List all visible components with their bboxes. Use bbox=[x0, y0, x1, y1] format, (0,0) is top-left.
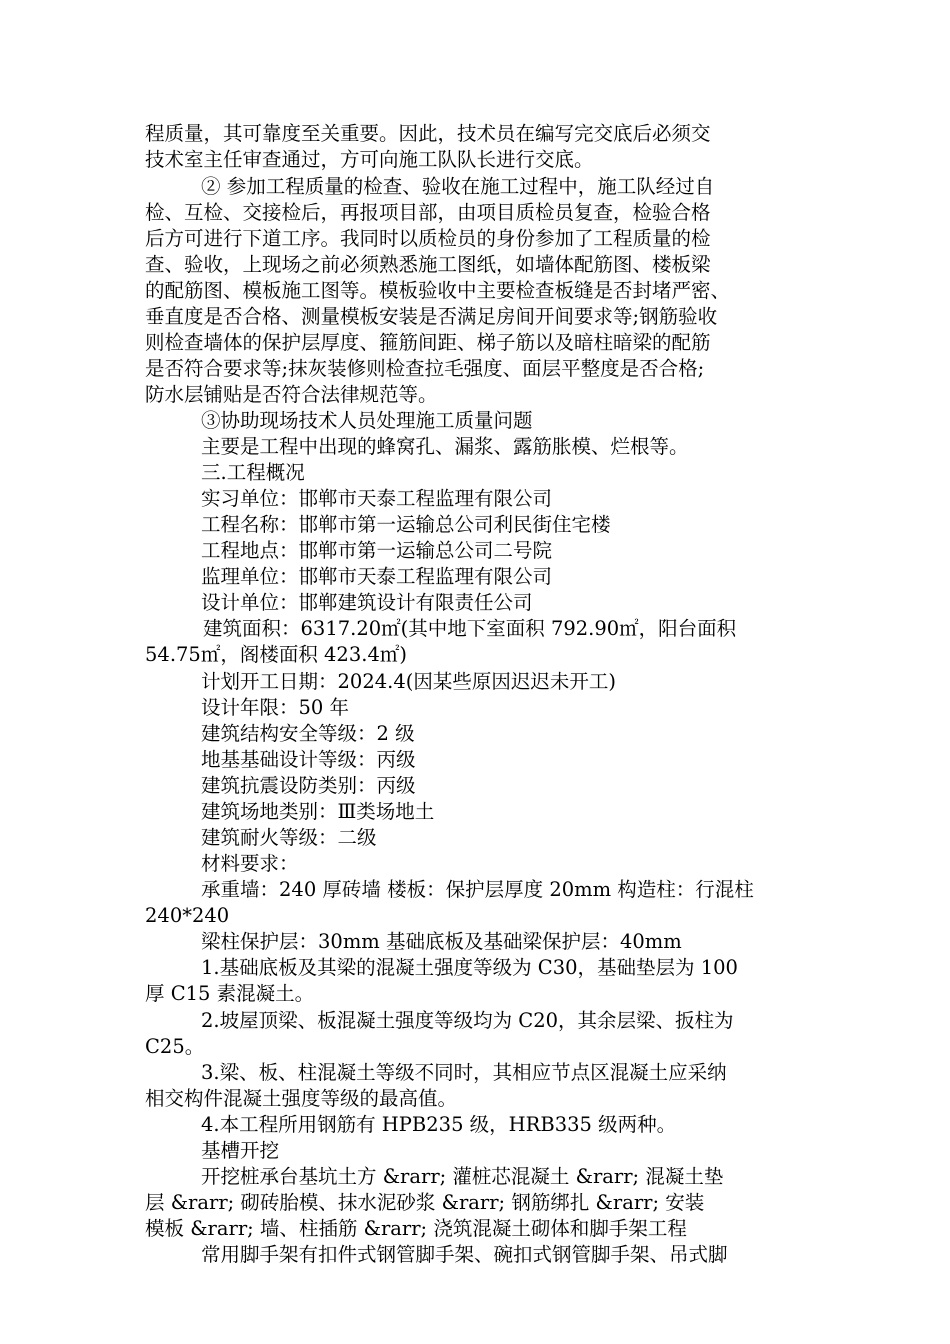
text-line: 的配筋图、模板施工图等。模板验收中主要检查板缝是否封堵严密、 bbox=[145, 279, 731, 302]
text-line: 工程名称：邯郸市第一运输总公司利民街住宅楼 bbox=[201, 513, 611, 536]
text-line: 材料要求： bbox=[201, 852, 299, 875]
text-line: 相交构件混凝土强度等级的最高值。 bbox=[145, 1087, 458, 1110]
text-line: 建筑抗震设防类别：丙级 bbox=[201, 774, 416, 797]
text-line: 54.75㎡，阁楼面积 423.4㎡) bbox=[145, 643, 407, 666]
text-line: 实习单位：邯郸市天泰工程监理有限公司 bbox=[201, 487, 553, 510]
text-line: 承重墙：240 厚砖墙 楼板：保护层厚度 20mm 构造柱：行混柱 bbox=[201, 878, 754, 901]
text-line: 开挖桩承台基坑土方 &rarr; 灌桩芯混凝土 &rarr; 混凝土垫 bbox=[201, 1165, 724, 1188]
text-line: ② 参加工程质量的检查、验收在施工过程中，施工队经过自 bbox=[201, 175, 715, 198]
text-line: 设计单位：邯郸建筑设计有限责任公司 bbox=[201, 591, 533, 614]
text-line: 技术室主任审查通过，方可向施工队队长进行交底。 bbox=[145, 148, 594, 171]
text-line: 梁柱保护层：30mm 基础底板及基础梁保护层：40mm bbox=[201, 930, 682, 953]
text-line: 工程地点：邯郸市第一运输总公司二号院 bbox=[201, 539, 553, 562]
text-line: 3.梁、板、柱混凝土等级不同时，其相应节点区混凝土应采纳 bbox=[201, 1061, 727, 1084]
text-line: 则检查墙体的保护层厚度、箍筋间距、梯子筋以及暗柱暗梁的配筋 bbox=[145, 331, 711, 354]
text-line: 4.本工程所用钢筋有 HPB235 级，HRB335 级两种。 bbox=[201, 1113, 677, 1136]
text-line: 查、验收，上现场之前必须熟悉施工图纸，如墙体配筋图、楼板梁 bbox=[145, 253, 711, 276]
text-line: 1.基础底板及其梁的混凝土强度等级为 C30，基础垫层为 100 bbox=[201, 956, 738, 979]
text-line: 地基基础设计等级：丙级 bbox=[201, 748, 416, 771]
text-line: 建筑耐火等级：二级 bbox=[201, 826, 377, 849]
text-line: 建筑场地类别：Ⅲ类场地土 bbox=[201, 800, 435, 823]
text-line: 检、互检、交接检后，再报项目部，由项目质检员复查，检验合格 bbox=[145, 201, 711, 224]
text-line: 计划开工日期：2024.4(因某些原因迟迟未开工) bbox=[201, 670, 616, 693]
text-line: 模板 &rarr; 墙、柱插筋 &rarr; 浇筑混凝土砌体和脚手架工程 bbox=[145, 1217, 687, 1240]
text-line: 设计年限：50 年 bbox=[201, 696, 350, 719]
text-line: 主要是工程中出现的蜂窝孔、漏浆、露筋胀模、烂根等。 bbox=[201, 435, 689, 458]
text-line: 常用脚手架有扣件式钢管脚手架、碗扣式钢管脚手架、吊式脚 bbox=[201, 1243, 728, 1266]
section-heading: 基槽开挖 bbox=[201, 1139, 280, 1162]
text-line: 厚 C15 素混凝土。 bbox=[145, 982, 315, 1005]
text-line: 建筑结构安全等级：2 级 bbox=[201, 722, 415, 745]
text-line: 垂直度是否合格、测量模板安装是否满足房间开间要求等;钢筋验收 bbox=[145, 305, 718, 328]
text-line: C25。 bbox=[145, 1035, 205, 1058]
text-line: 240*240 bbox=[145, 904, 230, 927]
text-line: 防水层铺贴是否符合法律规范等。 bbox=[145, 383, 438, 406]
text-line: 2.坡屋顶梁、板混凝土强度等级均为 C20，其余层梁、扳柱为 bbox=[201, 1009, 734, 1032]
text-line: 程质量，其可靠度至关重要。因此，技术员在编写完交底后必须交 bbox=[145, 122, 711, 145]
text-line: 建筑面积：6317.20㎡(其中地下室面积 792.90㎡，阳台面积 bbox=[203, 617, 737, 640]
text-line: ③协助现场技术人员处理施工质量问题 bbox=[201, 409, 533, 432]
text-line: 后方可进行下道工序。我同时以质检员的身份参加了工程质量的检 bbox=[145, 227, 711, 250]
text-line: 层 &rarr; 砌砖胎模、抹水泥砂浆 &rarr; 钢筋绑扎 &rarr; 安装 bbox=[145, 1191, 705, 1214]
text-line: 是否符合要求等;抹灰装修则检查拉毛强度、面层平整度是否合格; bbox=[145, 357, 705, 380]
text-line: 监理单位：邯郸市天泰工程监理有限公司 bbox=[201, 565, 553, 588]
section-heading: 三.工程概况 bbox=[201, 461, 305, 484]
